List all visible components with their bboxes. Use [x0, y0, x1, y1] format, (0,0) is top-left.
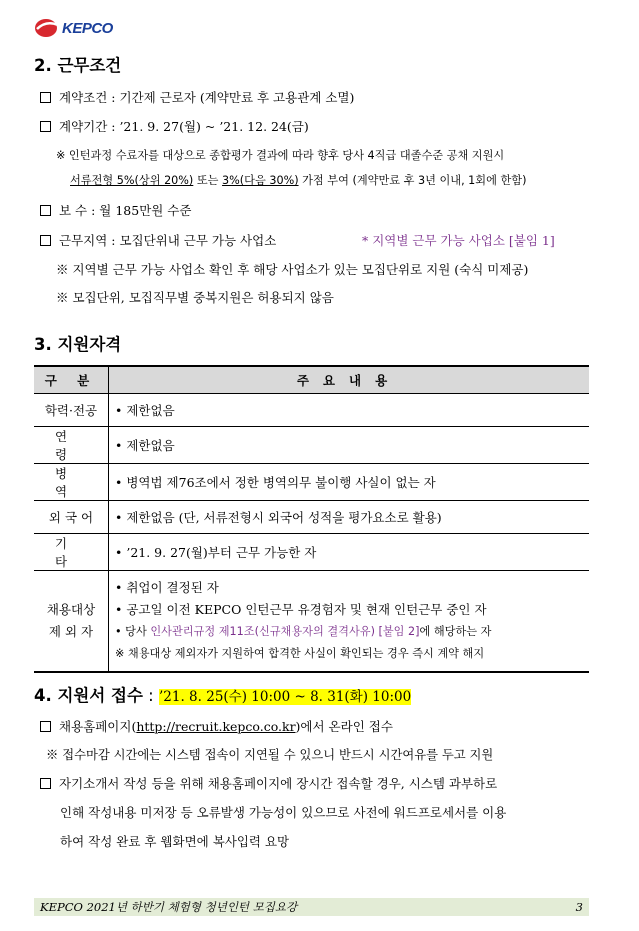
- row-label: 채용대상 제 외 자: [34, 571, 109, 673]
- excluded-note: ※ 채용대상 제외자가 지원하여 합격한 사실이 확인되는 경우 즉시 계약 해지: [115, 647, 485, 660]
- tip-line3: 하여 작성 완료 후 웹화면에 복사입력 요망: [60, 834, 290, 849]
- excluded-item: • 당사 인사관리규정 제11조(신규채용자의 결격사유) [붙임 2]에 해당하는 자: [115, 625, 492, 638]
- logo-text: KEPCO: [62, 19, 113, 37]
- checkbox-icon: [40, 778, 51, 789]
- kepco-logo-icon: [34, 18, 60, 38]
- table-row: [34, 427, 589, 464]
- header-category: 구 분: [34, 366, 109, 394]
- kepco-logo: [34, 18, 113, 38]
- section-4-title: 4. 지원서 접수 : ’21. 8. 25(수) 10:00 ~ 8. 31(화) 10:00: [34, 686, 412, 705]
- table-row: [34, 501, 589, 534]
- contract-type: 계약조건 : 기간제 근로자 (계약만료 후 고용관계 소멸): [40, 88, 354, 106]
- recruit-link[interactable]: http://recruit.kepco.co.kr: [136, 719, 296, 734]
- footer-title: KEPCO 2021년 하반기 체험형 청년인턴 모집요강: [40, 900, 298, 914]
- application-period: ’21. 8. 25(수) 10:00 ~ 8. 31(화) 10:00: [159, 689, 412, 705]
- apply-homepage: 채용홈페이지(http://recruit.kepco.co.kr)에서 온라인 접수: [40, 717, 393, 735]
- row-content: • 병역법 제76조에서 정한 병역의무 불이행 사실이 없는 자: [109, 464, 590, 501]
- row-label: 기 타: [34, 534, 109, 571]
- location-reference: * 지역별 근무 가능 사업소 [붙임 1]: [362, 233, 555, 248]
- qualification-table: [34, 365, 589, 673]
- work-location: 근무지역 : 모집단위내 근무 가능 사업소: [40, 231, 276, 249]
- header-content: 주요내용: [109, 366, 590, 394]
- row-label: 병 역: [34, 464, 109, 501]
- section-2-title: 2. 근무조건: [34, 56, 122, 75]
- table-header: [34, 366, 589, 394]
- table-row: [34, 394, 589, 427]
- checkbox-icon: [40, 205, 51, 216]
- table-row: [34, 534, 589, 571]
- row-content: [109, 571, 590, 673]
- row-content: • ’21. 9. 27(월)부터 근무 가능한 자: [109, 534, 590, 571]
- note-duplicate: ※ 모집단위, 모집직무별 중복지원은 허용되지 않음: [56, 290, 334, 305]
- deadline-note: ※ 접수마감 시간에는 시스템 접속이 지연될 수 있으니 반드시 시간여유를 두고 지원: [46, 748, 494, 762]
- note-bonus-line2: 서류전형 5%(상위 20%) 또는 3%(다음 30%) 가점 부여 (계약만료 후 3년 이내, 1회에 한함): [70, 174, 527, 187]
- contract-period: 계약기간 : ’21. 9. 27(월) ~ ’21. 12. 24(금): [40, 117, 309, 135]
- checkbox-icon: [40, 721, 51, 732]
- page-number: 3: [575, 900, 583, 914]
- row-content: • 제한없음: [109, 427, 590, 464]
- checkbox-icon: [40, 121, 51, 132]
- excluded-item: • 취업이 결정된 자: [115, 580, 219, 595]
- tip-line1: 자기소개서 작성 등을 위해 채용홈페이지에 장시간 접속할 경우, 시스템 과부하로: [40, 774, 497, 792]
- table-row-excluded: [34, 571, 589, 673]
- row-label: 연 령: [34, 427, 109, 464]
- checkbox-icon: [40, 92, 51, 103]
- table-row: [34, 464, 589, 501]
- tip-line2: 인해 작성내용 미저장 등 오류발생 가능성이 있으므로 사전에 워드프로세서를 이용: [60, 805, 507, 820]
- excluded-item: • 공고일 이전 KEPCO 인턴근무 유경험자 및 현재 인턴근무 중인 자: [115, 602, 487, 617]
- page-footer: [34, 898, 589, 916]
- row-label: 학력·전공: [34, 394, 109, 427]
- row-content: • 제한없음: [109, 394, 590, 427]
- note-location: ※ 지역별 근무 가능 사업소 확인 후 해당 사업소가 있는 모집단위로 지원 (숙식 미제공): [56, 262, 529, 277]
- row-content: • 제한없음 (단, 서류전형시 외국어 성적을 평가요소로 활용): [109, 501, 590, 534]
- salary: 보 수 : 월 185만원 수준: [40, 201, 191, 219]
- row-label: 외 국 어: [34, 501, 109, 534]
- checkbox-icon: [40, 235, 51, 246]
- note-bonus-line1: ※ 인턴과정 수료자를 대상으로 종합평가 결과에 따라 향후 당사 4직급 대졸수준 공채 지원시: [56, 149, 505, 162]
- section-3-title: 3. 지원자격: [34, 335, 122, 354]
